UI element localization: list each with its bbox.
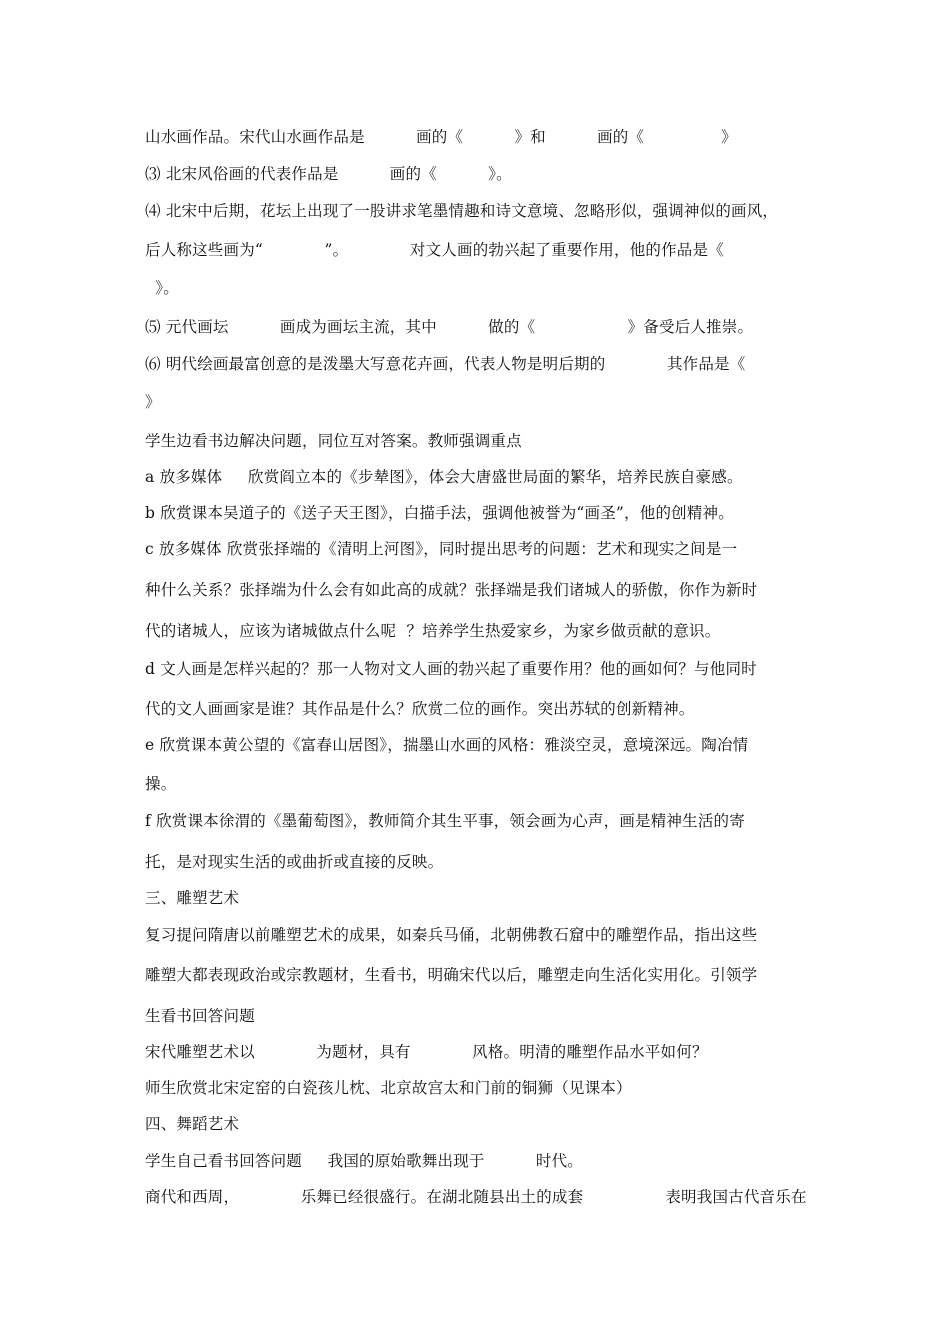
text-line: 学生自己看书回答问题 我国的原始歌舞出现于 时代。 [145, 1152, 584, 1170]
text-line: b 欣赏课本吴道子的《送子天王图》，白描手法，强调他被誉为“画圣”，他的创精神。 [145, 504, 734, 522]
text-line: ⑹ 明代绘画最富创意的是泼墨大写意花卉画，代表人物是明后期的 其作品是《 [145, 355, 746, 373]
text-line: f 欣赏课本徐渭的《墨葡萄图》，教师简介其生平事，领会画为心声，画是精神生活的寄 [145, 812, 745, 830]
text-line: c 放多媒体 欣赏张择端的《清明上河图》，同时提出思考的问题：艺术和现实之间是一 [145, 540, 738, 558]
text-line: a 放多媒体 欣赏阎立本的《步辇图》，体会大唐盛世局面的繁华，培养民族自豪感。 [145, 468, 743, 486]
text-line: 学生边看书边解决问题，同位互对答案。教师强调重点 [145, 432, 522, 450]
text-line: 操。 [145, 775, 177, 793]
section-heading: 四、舞蹈艺术 [145, 1115, 240, 1133]
text-line: 商代和西周， 乐舞已经很盛行。在湖北随县出土的成套 表明我国古代音乐在 [145, 1188, 807, 1206]
text-line: 复习提问隋唐以前雕塑艺术的成果，如秦兵马俑，北朝佛教石窟中的雕塑作品，指出这些 [145, 926, 758, 944]
section-heading: 三、雕塑艺术 [145, 889, 240, 907]
text-line: ⑸ 元代画坛 画成为画坛主流，其中 做的《 》备受后人推崇。 [145, 318, 754, 336]
text-line: 雕塑大都表现政治或宗教题材，生看书，明确宋代以后，雕塑走向生活化实用化。引领学 [145, 966, 758, 984]
text-line: e 欣赏课本黄公望的《富春山居图》，揣墨山水画的风格：雅淡空灵，意境深远。陶冶情 [145, 736, 749, 754]
text-line: 宋代雕塑艺术以 为题材，具有 风格。明清的雕塑作品水平如何？ [145, 1043, 708, 1061]
text-line: 生看书回答问题 [145, 1007, 255, 1025]
text-line: 代的诸城人，应该为诸城做点什么呢 ？培养学生热爱家乡，为家乡做贡献的意识。 [145, 622, 721, 640]
text-line: 代的文人画画家是谁？其作品是什么？欣赏二位的画作。突出苏轼的创新精神。 [145, 700, 695, 718]
text-line: 》。 [145, 279, 179, 297]
text-line: 山水画作品。宋代山水画作品是 画的《 》和 画的《 》 [145, 128, 737, 146]
text-line: ⑶ 北宋风俗画的代表作品是 画的《 》。 [145, 165, 512, 183]
text-line: 种什么关系？张择端为什么会有如此高的成就？张择端是我们诸城人的骄傲，你作为新时 [145, 581, 758, 599]
text-line: 师生欣赏北宋定窑的白瓷孩儿枕、北京故宫太和门前的铜狮（见课本） [145, 1079, 632, 1097]
text-line: 托，是对现实生活的或曲折或直接的反映。 [145, 853, 444, 871]
text-line: ⑷ 北宋中后期，花坛上出现了一股讲求笔墨情趣和诗文意境、忽略形似，强调神似的画风， [145, 202, 779, 220]
text-line: d 文人画是怎样兴起的？那一人物对文人画的勃兴起了重要作用？他的画如何？与他同时 [145, 660, 757, 678]
text-line: 》 [145, 393, 161, 411]
text-line: 后人称这些画为“ ”。 对文人画的勃兴起了重要作用，他的作品是《 [145, 241, 724, 259]
